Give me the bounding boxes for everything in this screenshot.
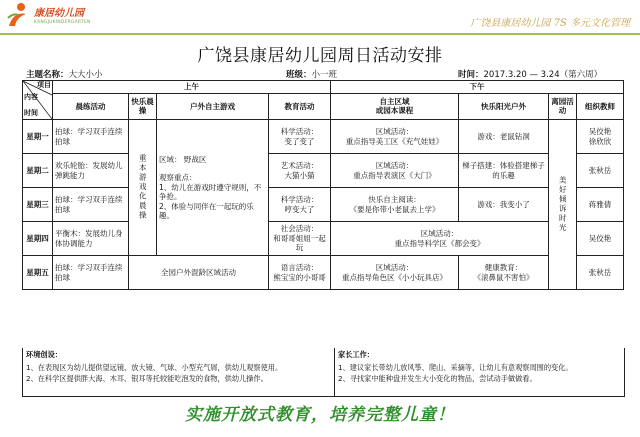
top-banner <box>0 0 640 34</box>
logo-text: 康居幼儿园 <box>34 8 84 19</box>
kindergarten-logo <box>6 2 124 32</box>
time-value: 2017.3.20 — 3.24（第六周） <box>483 70 603 80</box>
teacher-cell: 张秋岳 <box>577 154 624 188</box>
col-education: 教育活动 <box>269 93 331 119</box>
am-header: 上午 <box>53 81 331 94</box>
edu-cell: 艺术活动： 大猫小猫 <box>269 154 331 188</box>
edu-cell: 社会活动： 和哥哥姐姐一起玩 <box>269 222 331 256</box>
home-label: 家长工作： <box>338 350 374 359</box>
table-row <box>23 120 624 154</box>
footer-slogan: 实施开放式教育，培养完整儿童！ <box>185 405 455 425</box>
col-morning-exercise: 晨练活动 <box>53 93 129 119</box>
schedule-table <box>22 80 624 290</box>
col-sunshine: 快乐阳光户外 <box>459 93 549 119</box>
corner-item: 项目 <box>37 81 51 89</box>
outdoor-cell: 区域： 野战区 观察重点： 1、幼儿在游戏时遵守规则，不争抢。 2、体验与同伴在一起玩的乐趣。 <box>157 120 269 256</box>
morning-cell: 平衡木：发展幼儿身体协调能力 <box>53 222 129 256</box>
logo-subtext: KANGJUKINDERGARTEN <box>34 20 91 25</box>
edu-cell: 科学活动： 哼变大了 <box>269 188 331 222</box>
day-cell: 星期五 <box>23 256 53 290</box>
morning-cell: 拍球：学习双手连续拍球 <box>53 188 129 222</box>
teacher-cell: 吴佼艳 <box>577 222 624 256</box>
theme-info <box>26 68 103 80</box>
class-value: 小一班 <box>311 70 338 80</box>
col-area: 自主区域 或园本课程 <box>331 93 459 119</box>
day-cell: 星期一 <box>23 120 53 154</box>
time-label: 时间： <box>458 70 484 80</box>
morning-cell: 拍球：学习双手连续拍球 <box>53 256 129 290</box>
edu-cell: 语言活动： 熊宝宝的小哥哥 <box>269 256 331 290</box>
col-leave: 离园活动 <box>549 93 577 119</box>
leave-text: 美好倾诉时光 <box>558 176 568 233</box>
col-teacher: 组织教师 <box>577 93 624 119</box>
sunshine-cell: 游戏：我变小了 <box>459 188 549 222</box>
col-outdoor-play: 户外自主游戏 <box>157 93 269 119</box>
parent-notes <box>335 348 624 396</box>
table-row <box>23 256 624 290</box>
area-cell: 区域活动： 重点指导美工区《充气娃娃》 <box>331 120 459 154</box>
page-title: 广饶县康居幼儿园周日活动安排 <box>197 46 443 66</box>
morning-drill-cell <box>129 120 157 256</box>
leave-cell <box>549 120 577 290</box>
home-item: 1、建议家长带幼儿放风筝、爬山、采摘等，让幼儿有意观察周围的变化。 <box>338 363 573 372</box>
sunshine-cell: 梯子搭建：体验搭建梯子的乐趣 <box>459 154 549 188</box>
theme-label: 主题名称： <box>26 70 69 80</box>
teacher-cell: 张秋岳 <box>577 256 624 290</box>
header-divider <box>0 33 640 35</box>
outdoor-cell-friday: 全园户外混龄区域活动 <box>129 256 269 290</box>
env-item: 2、在科学区提供胖大海、木耳、银耳等托较能吃泡发的食物，供幼儿操作。 <box>26 374 268 384</box>
corner-cell <box>23 81 53 120</box>
header-slogan: 广饶县康居幼儿园 7S 多元文化管理 <box>470 18 630 29</box>
col-morning-drill: 快乐晨操 <box>129 93 157 119</box>
day-cell: 星期四 <box>23 222 53 256</box>
theme-value: 大大小小 <box>68 70 103 80</box>
morning-cell: 欢乐轮胎：发展幼儿弹跳能力 <box>53 154 129 188</box>
pm-header: 下午 <box>331 81 624 94</box>
class-label: 班级： <box>286 70 312 80</box>
morning-drill-text: 重本游戏化晨操 <box>138 154 148 221</box>
class-info <box>286 68 337 80</box>
day-cell: 星期二 <box>23 154 53 188</box>
table-row <box>23 188 624 222</box>
teacher-cell: 蒋雅倩 <box>577 188 624 222</box>
area-cell: 区域活动： 重点指导角色区《小小玩具店》 <box>331 256 459 290</box>
edu-cell: 科学活动： 变了变了 <box>269 120 331 154</box>
teacher-cell: 吴佼艳 徐欣欣 <box>577 120 624 154</box>
home-item: 2、寻找家中能种盘并发生大小变化的物品，尝试动手做做看。 <box>338 374 537 384</box>
notes-section <box>22 348 625 397</box>
sunshine-cell: 游戏：老鼠钻洞 <box>459 120 549 154</box>
area-cell-wide: 区域活动： 重点指导科学区《都会变》 <box>331 222 549 256</box>
corner-content: 内容 <box>24 93 38 101</box>
morning-cell: 拍球：学习双手连续拍球 <box>53 120 129 154</box>
logo-icon <box>6 2 30 28</box>
day-cell: 星期三 <box>23 188 53 222</box>
table-row <box>23 154 624 188</box>
area-cell: 区域活动： 重点指导表演区《大门》 <box>331 154 459 188</box>
environment-notes <box>23 348 335 396</box>
env-item: 1、在表现区为幼儿提供望远镜、放大镜、气球、小型充气屑，供幼儿观察使用。 <box>26 363 283 372</box>
corner-time: 时间 <box>24 109 38 118</box>
time-info <box>458 68 602 80</box>
sunshine-cell: 健康教育： 《滚鼻鼠不害怕》 <box>459 256 549 290</box>
table-row <box>23 222 624 256</box>
env-label: 环境创设： <box>26 350 62 359</box>
area-cell: 快乐自主阅读： 《要是你带小老鼠去上学》 <box>331 188 459 222</box>
